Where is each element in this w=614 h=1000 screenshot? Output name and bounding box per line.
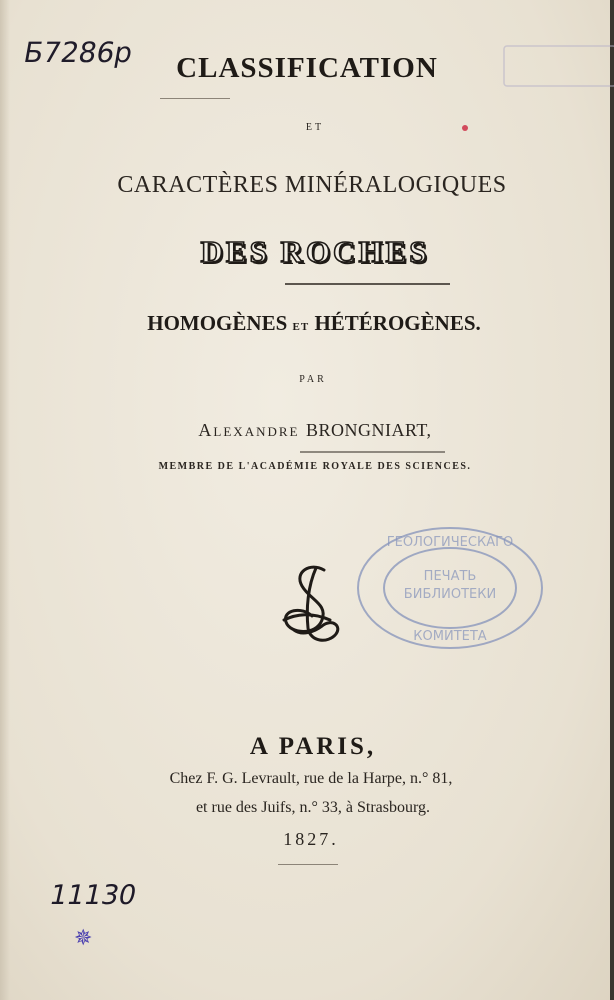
imprint-year: 1827. — [283, 829, 339, 849]
title-des-roches: DES ROCHES — [200, 234, 430, 269]
homogenes-word: HOMOGÈNES — [147, 311, 288, 335]
star-icon: ✵ — [74, 926, 93, 951]
ink-mark — [160, 98, 230, 99]
handwritten-inventory-number: 11130 — [46, 880, 140, 911]
heterogenes-word: HÉTÉROGÈNES. — [314, 311, 481, 335]
author-underline — [300, 451, 445, 453]
et-word: ET — [292, 321, 310, 333]
library-stamp-icon — [354, 522, 546, 654]
imprint-address: et rue des Juifs, n.° 33, à Strasbourg. — [195, 799, 431, 816]
year-rule — [278, 864, 338, 865]
title-homogenes — [7, 311, 614, 336]
by-label: PAR — [299, 374, 327, 385]
author-title: MEMBRE DE L'ACADÉMIE ROYALE DES SCIENCES. — [158, 461, 472, 472]
svg-text:БИБЛИОТЕКИ: БИБЛИОТЕКИ — [403, 587, 497, 602]
underline-pencil — [285, 283, 450, 285]
title-classification: CLASSIFICATION — [176, 52, 438, 84]
page-shadow-left — [0, 0, 10, 1000]
svg-text:КОМИТЕТА: КОМИТЕТА — [413, 629, 487, 644]
ls-monogram-icon — [272, 560, 352, 650]
title-caracteres: CARACTÈRES MINÉRALOGIQUES — [117, 172, 507, 198]
handwritten-call-number: Б7286р — [21, 36, 136, 69]
svg-text:ПЕЧАТЬ: ПЕЧАТЬ — [423, 569, 477, 584]
author-name — [8, 420, 614, 441]
imprint-city: A PARIS, — [249, 733, 377, 760]
title-et: ET — [305, 122, 325, 133]
svg-text:ГЕОЛОГИЧЕСКАГО: ГЕОЛОГИЧЕСКАГО — [386, 535, 514, 550]
author-first-name: Alexandre — [198, 420, 300, 440]
imprint-publisher: Chez F. G. Levrault, rue de la Harpe, n.° 81, — [169, 770, 453, 787]
page-edge-right — [610, 0, 614, 1000]
author-last-name: BRONGNIART, — [305, 420, 432, 440]
